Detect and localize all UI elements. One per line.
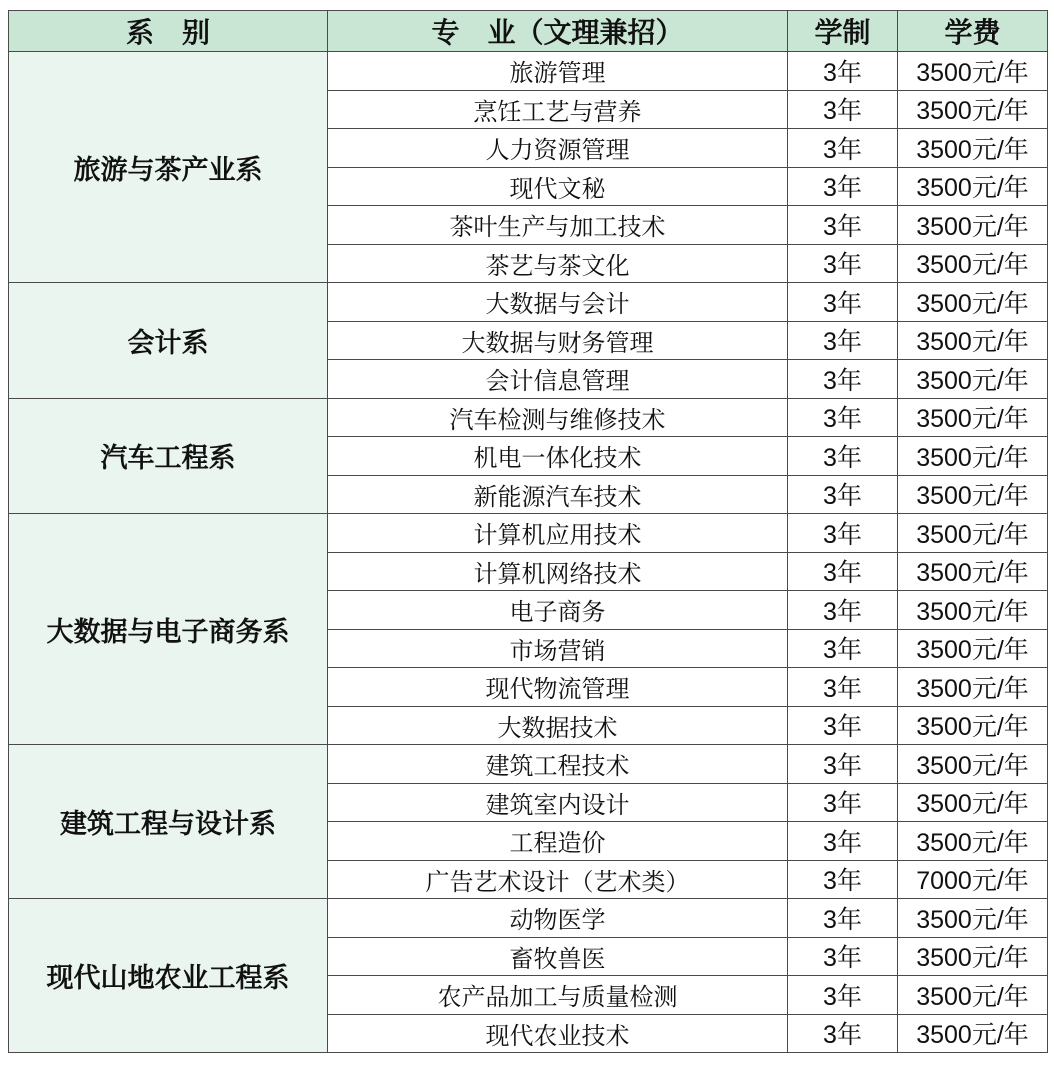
- department-cell: 大数据与电子商务系: [9, 514, 328, 745]
- tuition-cell: 3500元/年: [898, 629, 1048, 668]
- header-department: 系 别: [9, 11, 328, 52]
- major-name-cell: 建筑室内设计: [328, 783, 788, 822]
- major-name-cell: 机电一体化技术: [328, 437, 788, 476]
- duration-cell: 3年: [788, 668, 898, 707]
- major-name-cell: 旅游管理: [328, 52, 788, 91]
- duration-cell: 3年: [788, 822, 898, 861]
- major-name-cell: 农产品加工与质量检测: [328, 976, 788, 1015]
- program-table-container: [8, 10, 1048, 1053]
- tuition-cell: 3500元/年: [898, 52, 1048, 91]
- department-cell: 建筑工程与设计系: [9, 745, 328, 899]
- duration-cell: 3年: [788, 360, 898, 399]
- duration-cell: 3年: [788, 244, 898, 283]
- tuition-cell: 3500元/年: [898, 437, 1048, 476]
- duration-cell: 3年: [788, 475, 898, 514]
- tuition-cell: 3500元/年: [898, 90, 1048, 129]
- tuition-cell: 3500元/年: [898, 745, 1048, 784]
- tuition-cell: 3500元/年: [898, 398, 1048, 437]
- tuition-cell: 3500元/年: [898, 668, 1048, 707]
- tuition-cell: 3500元/年: [898, 822, 1048, 861]
- major-name-cell: 会计信息管理: [328, 360, 788, 399]
- duration-cell: 3年: [788, 398, 898, 437]
- major-name-cell: 计算机网络技术: [328, 552, 788, 591]
- major-name-cell: 市场营销: [328, 629, 788, 668]
- program-table: [8, 10, 1048, 1053]
- major-name-cell: 茶艺与茶文化: [328, 244, 788, 283]
- duration-cell: 3年: [788, 899, 898, 938]
- table-row: [9, 745, 1048, 784]
- major-name-cell: 新能源汽车技术: [328, 475, 788, 514]
- header-tuition: 学费: [898, 11, 1048, 52]
- major-name-cell: 大数据技术: [328, 706, 788, 745]
- table-row: [9, 514, 1048, 553]
- tuition-cell: 3500元/年: [898, 937, 1048, 976]
- tuition-cell: 3500元/年: [898, 129, 1048, 168]
- tuition-cell: 3500元/年: [898, 783, 1048, 822]
- major-name-cell: 动物医学: [328, 899, 788, 938]
- major-name-cell: 计算机应用技术: [328, 514, 788, 553]
- major-name-cell: 茶叶生产与加工技术: [328, 206, 788, 245]
- header-major: 专 业（文理兼招）: [328, 11, 788, 52]
- tuition-cell: 3500元/年: [898, 360, 1048, 399]
- tuition-cell: 3500元/年: [898, 899, 1048, 938]
- duration-cell: 3年: [788, 167, 898, 206]
- table-row: [9, 398, 1048, 437]
- major-name-cell: 现代文秘: [328, 167, 788, 206]
- tuition-cell: 3500元/年: [898, 976, 1048, 1015]
- duration-cell: 3年: [788, 706, 898, 745]
- department-cell: 旅游与茶产业系: [9, 52, 328, 283]
- table-row: [9, 283, 1048, 322]
- duration-cell: 3年: [788, 591, 898, 630]
- duration-cell: 3年: [788, 552, 898, 591]
- duration-cell: 3年: [788, 90, 898, 129]
- tuition-cell: 3500元/年: [898, 283, 1048, 322]
- table-body: [9, 52, 1048, 1053]
- tuition-cell: 3500元/年: [898, 244, 1048, 283]
- department-cell: 汽车工程系: [9, 398, 328, 514]
- duration-cell: 3年: [788, 1014, 898, 1053]
- tuition-cell: 3500元/年: [898, 206, 1048, 245]
- major-name-cell: 工程造价: [328, 822, 788, 861]
- major-name-cell: 汽车检测与维修技术: [328, 398, 788, 437]
- header-row: [9, 11, 1048, 52]
- tuition-cell: 7000元/年: [898, 860, 1048, 899]
- duration-cell: 3年: [788, 937, 898, 976]
- tuition-cell: 3500元/年: [898, 321, 1048, 360]
- tuition-cell: 3500元/年: [898, 1014, 1048, 1053]
- duration-cell: 3年: [788, 629, 898, 668]
- tuition-cell: 3500元/年: [898, 514, 1048, 553]
- duration-cell: 3年: [788, 129, 898, 168]
- major-name-cell: 现代物流管理: [328, 668, 788, 707]
- table-row: [9, 52, 1048, 91]
- duration-cell: 3年: [788, 860, 898, 899]
- duration-cell: 3年: [788, 783, 898, 822]
- major-name-cell: 电子商务: [328, 591, 788, 630]
- duration-cell: 3年: [788, 321, 898, 360]
- major-name-cell: 现代农业技术: [328, 1014, 788, 1053]
- duration-cell: 3年: [788, 206, 898, 245]
- major-name-cell: 烹饪工艺与营养: [328, 90, 788, 129]
- major-name-cell: 大数据与会计: [328, 283, 788, 322]
- major-name-cell: 人力资源管理: [328, 129, 788, 168]
- tuition-cell: 3500元/年: [898, 475, 1048, 514]
- duration-cell: 3年: [788, 976, 898, 1015]
- tuition-cell: 3500元/年: [898, 167, 1048, 206]
- major-name-cell: 建筑工程技术: [328, 745, 788, 784]
- header-duration: 学制: [788, 11, 898, 52]
- tuition-cell: 3500元/年: [898, 591, 1048, 630]
- major-name-cell: 广告艺术设计（艺术类）: [328, 860, 788, 899]
- tuition-cell: 3500元/年: [898, 552, 1048, 591]
- table-row: [9, 899, 1048, 938]
- department-cell: 现代山地农业工程系: [9, 899, 328, 1053]
- major-name-cell: 畜牧兽医: [328, 937, 788, 976]
- duration-cell: 3年: [788, 745, 898, 784]
- tuition-cell: 3500元/年: [898, 706, 1048, 745]
- duration-cell: 3年: [788, 52, 898, 91]
- duration-cell: 3年: [788, 514, 898, 553]
- department-cell: 会计系: [9, 283, 328, 399]
- duration-cell: 3年: [788, 283, 898, 322]
- duration-cell: 3年: [788, 437, 898, 476]
- major-name-cell: 大数据与财务管理: [328, 321, 788, 360]
- table-header: [9, 11, 1048, 52]
